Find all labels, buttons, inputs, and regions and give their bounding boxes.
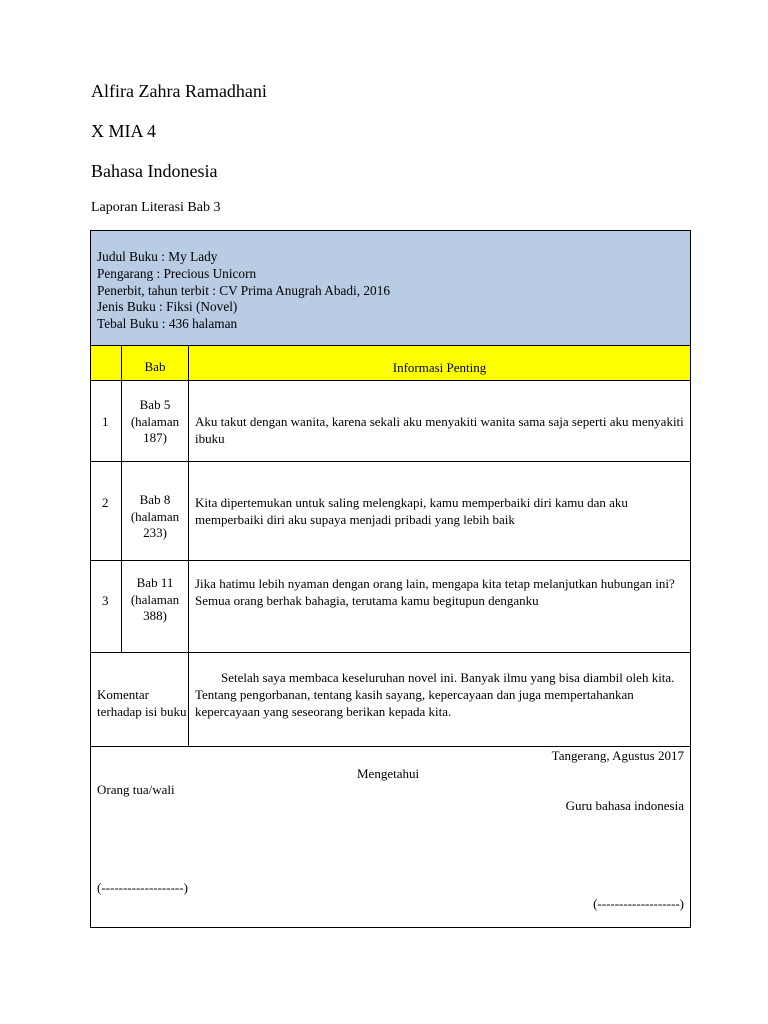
parent-label: Orang tua/wali	[97, 782, 175, 797]
teacher-signature-line: (-------------------)	[593, 896, 684, 911]
book-pages: Tebal Buku : 436 halaman	[97, 316, 238, 332]
header-info-label: Informasi Penting	[392, 360, 487, 375]
row-number: 1	[102, 414, 109, 429]
book-publisher: Penerbit, tahun terbit : CV Prima Anugrah Abadi, 2016	[97, 282, 390, 298]
book-genre: Jenis Buku : Fiksi (Novel)	[97, 299, 238, 315]
place-date: Tangerang, Agustus 2017	[551, 748, 684, 763]
subject-title: Bahasa Indonesia	[91, 161, 218, 181]
row-info-text: Aku takut dengan wanita, karena sekali aku menyakiti wanita sama saja seperti aku menyakiti ibuku	[195, 414, 684, 446]
book-info-box	[91, 231, 690, 346]
parent-signature-line: (-------------------)	[97, 880, 188, 895]
header-bab-label: Bab	[144, 359, 166, 374]
acknowledge-label: Mengetahui	[357, 766, 420, 781]
header-no-cell	[91, 346, 122, 380]
signature-area	[91, 744, 690, 927]
row-chapter: Bab 8 (halaman 233)	[130, 492, 180, 540]
table-row	[91, 381, 690, 462]
table-row	[91, 462, 690, 561]
comment-text: Setelah saya membaca keseluruhan novel ini. Banyak ilmu yang bisa diambil oleh kita. Tentang pengorbanan, tentang kasih sayang, kepercayaan dan juga mempertahankan kepercayaan yang seseorang berikan kepada kita.	[195, 670, 675, 719]
row-info-text: Kita dipertemukan untuk saling melengkapi, kamu memperbaiki diri kamu dan aku memperbaiki diri aku supaya menjadi pribadi yang lebih baik	[195, 495, 628, 527]
row-number: 3	[102, 593, 109, 608]
teacher-label: Guru bahasa indonesia	[565, 798, 684, 813]
comment-row	[91, 653, 690, 747]
book-author: Pengarang : Precious Unicorn	[97, 265, 257, 281]
student-class: X MIA 4	[91, 121, 157, 141]
header-bab-cell	[122, 346, 189, 380]
row-number: 2	[102, 495, 109, 510]
literacy-report-table	[90, 230, 691, 928]
book-title: Judul Buku : My Lady	[97, 249, 218, 264]
row-chapter: Bab 5 (halaman 187)	[130, 397, 180, 445]
table-row	[91, 561, 690, 653]
student-name: Alfira Zahra Ramadhani	[91, 81, 267, 101]
comment-label: Komentar terhadap isi buku	[97, 687, 187, 719]
row-info-text: Jika hatimu lebih nyaman dengan orang lain, mengapa kita tetap melanjutkan hubungan ini? Semua orang berhak bahagia, terutama kamu begitupun denganku	[195, 576, 675, 608]
table-header-row	[91, 346, 690, 381]
row-chapter: Bab 11 (halaman 388)	[130, 575, 180, 623]
header-info-cell	[189, 346, 690, 380]
report-title: Laporan Literasi Bab 3	[91, 200, 221, 215]
